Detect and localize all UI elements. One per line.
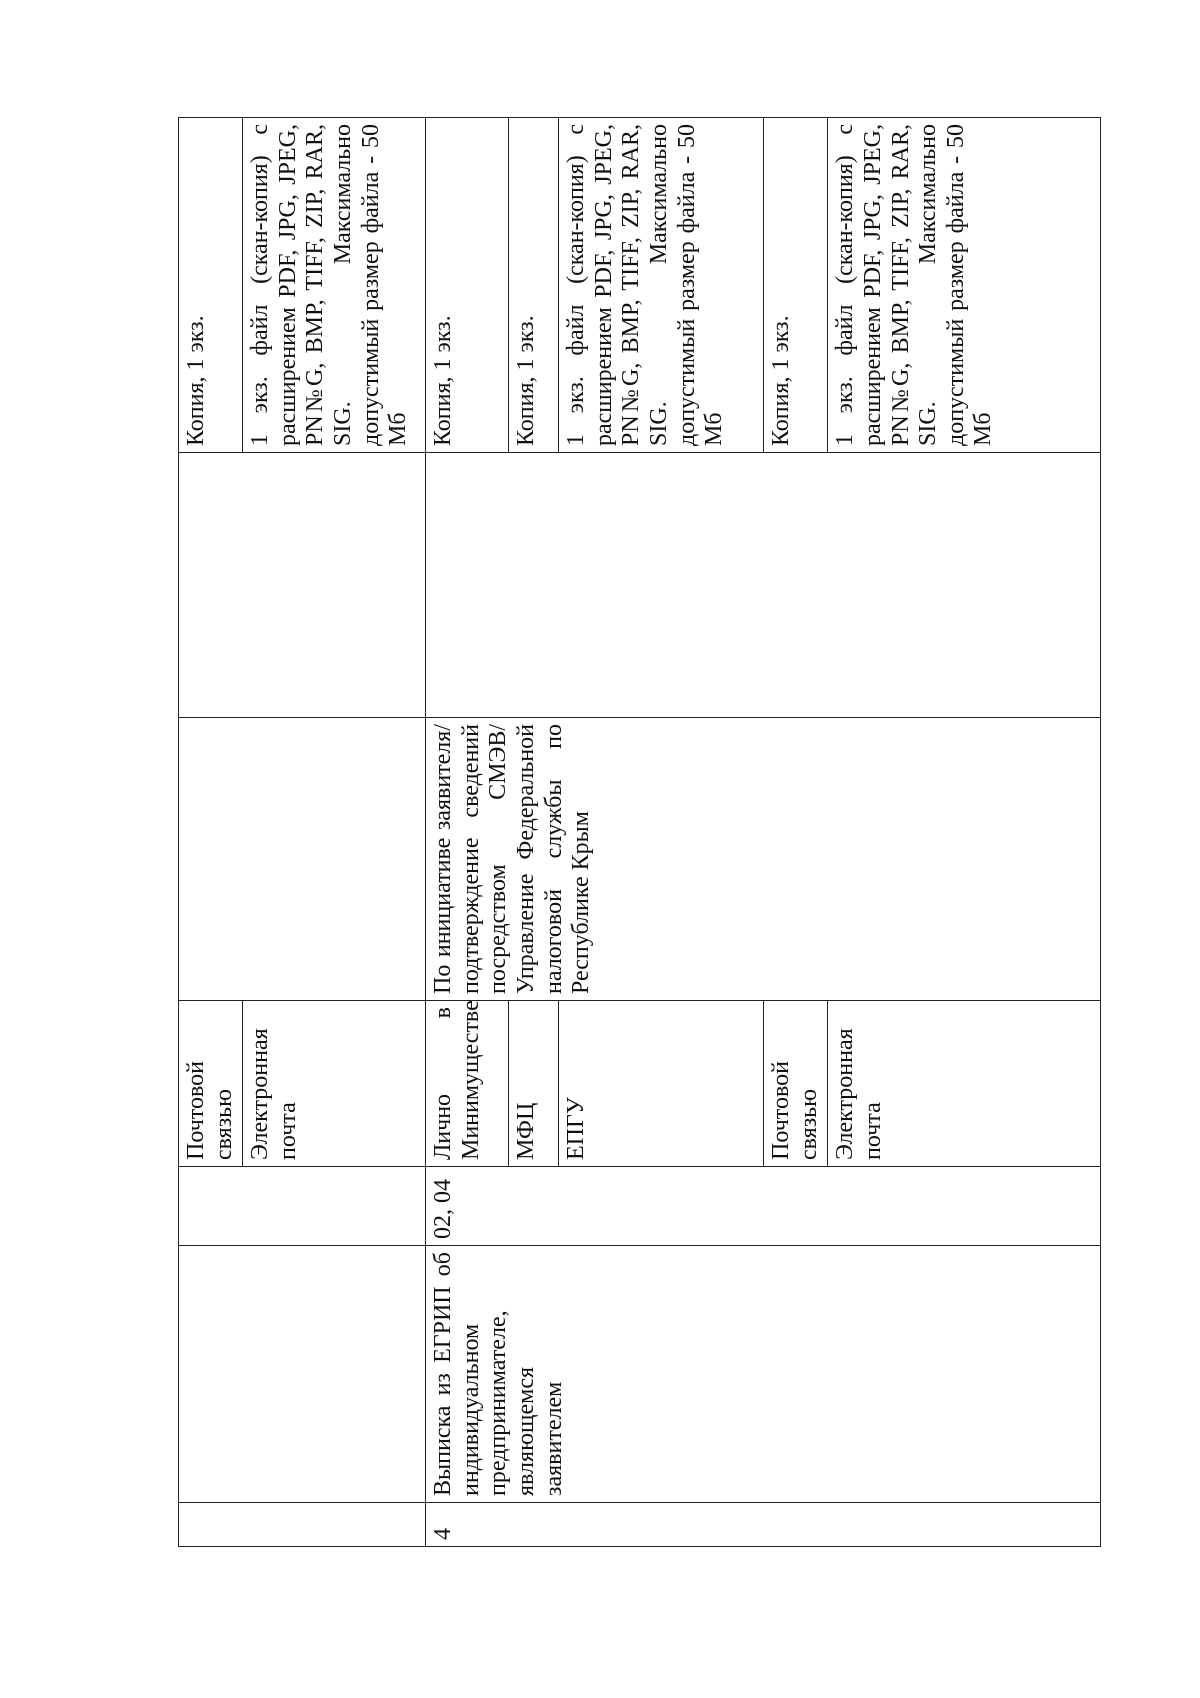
cell-method bbox=[243, 1001, 426, 1167]
method-text: Электронная почта bbox=[832, 1028, 886, 1160]
method-text: Лично в Минимуществе bbox=[430, 1000, 484, 1160]
cell-source-empty bbox=[179, 718, 426, 1001]
cell-form bbox=[509, 118, 559, 453]
form-text: Копия, 1 экз. bbox=[183, 315, 209, 446]
form-text: Копия, 1 экз. bbox=[768, 315, 795, 446]
cell-method bbox=[426, 1001, 509, 1167]
document-name: Выписка из ЕГРИП об индивидуальном предпринимателе, являющемся заявителем bbox=[430, 1252, 567, 1496]
cell-form bbox=[764, 118, 828, 453]
cell-document-empty bbox=[179, 1246, 426, 1503]
cell-form bbox=[559, 118, 764, 453]
cell-source bbox=[426, 718, 1101, 1001]
codes-text: 02, 04 bbox=[430, 1179, 457, 1239]
table-row bbox=[426, 118, 509, 1547]
method-text: Электронная почта bbox=[247, 1028, 301, 1160]
cell-form bbox=[243, 118, 426, 453]
cell-extra-empty bbox=[426, 453, 1101, 718]
cell-form bbox=[426, 118, 509, 453]
cell-codes-empty bbox=[179, 1167, 426, 1246]
rotated-page bbox=[178, 118, 1068, 1547]
cell-method bbox=[179, 1001, 243, 1167]
cell-method bbox=[828, 1001, 1101, 1167]
method-text: МФЦ bbox=[513, 1102, 540, 1160]
method-text: Почтовой связью bbox=[183, 1061, 237, 1160]
documents-table bbox=[178, 117, 1101, 1547]
cell-method bbox=[764, 1001, 828, 1167]
row-number-text: 4 bbox=[430, 1528, 457, 1540]
cell-method bbox=[509, 1001, 559, 1167]
table-row bbox=[179, 118, 243, 1547]
cell-form bbox=[179, 118, 243, 453]
cell-method bbox=[559, 1001, 764, 1167]
row-number bbox=[426, 1503, 1101, 1547]
form-text: 1 экз. файл (скан-копия) с расширением PDF, JPG, JPEG, PN№G, BMP, TIFF, ZIP, RAR, SIG. Максимально допустимый размер файла - 50 Мб bbox=[247, 124, 412, 446]
cell-extra-empty bbox=[179, 453, 426, 718]
cell-codes bbox=[426, 1167, 1101, 1246]
cell-form bbox=[828, 118, 1101, 453]
form-text: Копия, 1 экз. bbox=[430, 315, 457, 446]
method-text: ЕПГУ bbox=[563, 1097, 590, 1160]
form-text: Копия, 1 экз. bbox=[513, 315, 540, 446]
cell-document bbox=[426, 1246, 1101, 1503]
source-text: По инициативе заявителя/подтверждение сведений посредством СМЭВ/Управление Федеральной налоговой службы по Республике Крым bbox=[430, 724, 595, 994]
form-text: 1 экз. файл (скан-копия) с расширением PDF, JPG, JPEG, PN№G, BMP, TIFF, ZIP, RAR, SIG. Максимально допустимый размер файла - 50 Мб bbox=[832, 124, 997, 446]
form-text: 1 экз. файл (скан-копия) с расширением PDF, JPG, JPEG, PN№G, BMP, TIFF, ZIP, RAR, SIG. Максимально допустимый размер файла - 50 Мб bbox=[563, 124, 728, 446]
cell-number-empty bbox=[179, 1503, 426, 1547]
method-text: Почтовой связью bbox=[768, 1061, 822, 1160]
